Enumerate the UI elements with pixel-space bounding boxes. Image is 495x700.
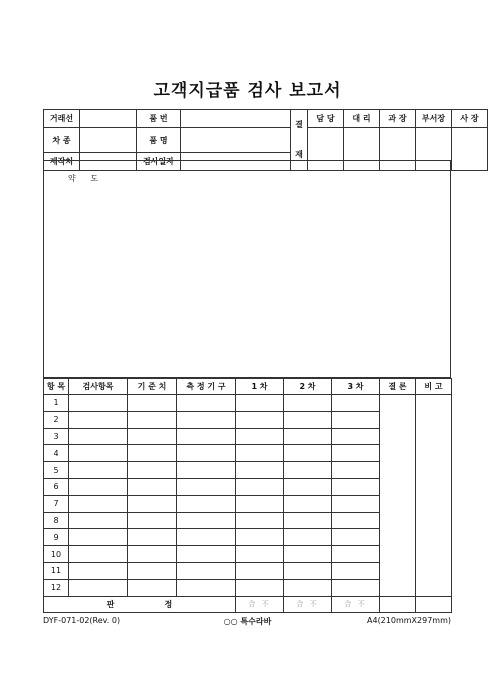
instrument-cell[interactable] xyxy=(177,546,236,563)
customer-label: 거래선 xyxy=(44,110,80,128)
second-cell[interactable] xyxy=(284,395,332,412)
row-number: 9 xyxy=(44,529,69,546)
sketch-area xyxy=(43,160,451,378)
col-first: 1 차 xyxy=(236,379,284,395)
first-cell[interactable] xyxy=(236,445,284,462)
inspect-item-cell[interactable] xyxy=(69,562,128,579)
standard-cell[interactable] xyxy=(128,512,177,529)
first-cell[interactable] xyxy=(236,478,284,495)
third-cell[interactable] xyxy=(332,462,380,479)
second-cell[interactable] xyxy=(284,411,332,428)
company-name: ○○ 특수라바 xyxy=(223,617,272,626)
row-number: 11 xyxy=(44,562,69,579)
inspect-item-cell[interactable] xyxy=(69,529,128,546)
second-cell[interactable] xyxy=(284,579,332,596)
standard-cell[interactable] xyxy=(128,411,177,428)
judgement-label: 판 정 xyxy=(44,596,236,612)
maker-label: 제작처 xyxy=(44,153,80,171)
sketch-label: 약 도 xyxy=(68,174,104,183)
instrument-cell[interactable] xyxy=(177,579,236,596)
instrument-cell[interactable] xyxy=(177,529,236,546)
role-staff: 담 당 xyxy=(308,110,344,128)
judgement-third[interactable]: 合 不 xyxy=(332,596,380,612)
judgement-remarks[interactable] xyxy=(416,596,452,612)
inspect-item-cell[interactable] xyxy=(69,445,128,462)
part-name-label: 품 명 xyxy=(137,128,181,153)
row-number: 2 xyxy=(44,411,69,428)
part-no-value[interactable] xyxy=(181,110,291,128)
second-cell[interactable] xyxy=(284,562,332,579)
second-cell[interactable] xyxy=(284,428,332,445)
second-cell[interactable] xyxy=(284,495,332,512)
instrument-cell[interactable] xyxy=(177,478,236,495)
inspect-item-cell[interactable] xyxy=(69,546,128,563)
inspect-item-cell[interactable] xyxy=(69,495,128,512)
instrument-cell[interactable] xyxy=(177,445,236,462)
role-assistant-manager: 대 리 xyxy=(344,110,380,128)
role-section-chief: 과 장 xyxy=(380,110,416,128)
doc-code: DYF-071-02(Rev. 0) xyxy=(43,616,121,625)
car-type-value[interactable] xyxy=(80,128,137,153)
col-conclusion: 결 론 xyxy=(380,379,416,395)
third-cell[interactable] xyxy=(332,428,380,445)
role-dept-head: 부서장 xyxy=(416,110,452,128)
first-cell[interactable] xyxy=(236,495,284,512)
standard-cell[interactable] xyxy=(128,579,177,596)
first-cell[interactable] xyxy=(236,562,284,579)
sign-president[interactable] xyxy=(452,128,488,171)
first-cell[interactable] xyxy=(236,512,284,529)
first-cell[interactable] xyxy=(236,395,284,412)
standard-cell[interactable] xyxy=(128,562,177,579)
instrument-cell[interactable] xyxy=(177,495,236,512)
second-cell[interactable] xyxy=(284,478,332,495)
third-cell[interactable] xyxy=(332,445,380,462)
standard-cell[interactable] xyxy=(128,428,177,445)
inspect-item-cell[interactable] xyxy=(69,579,128,596)
judgement-second[interactable]: 合 不 xyxy=(284,596,332,612)
standard-cell[interactable] xyxy=(128,529,177,546)
third-cell[interactable] xyxy=(332,562,380,579)
third-cell[interactable] xyxy=(332,478,380,495)
first-cell[interactable] xyxy=(236,462,284,479)
second-cell[interactable] xyxy=(284,529,332,546)
row-number: 10 xyxy=(44,546,69,563)
first-cell[interactable] xyxy=(236,579,284,596)
inspect-item-cell[interactable] xyxy=(69,395,128,412)
first-cell[interactable] xyxy=(236,529,284,546)
third-cell[interactable] xyxy=(332,495,380,512)
instrument-cell[interactable] xyxy=(177,411,236,428)
part-no-label: 품 번 xyxy=(137,110,181,128)
judgement-conclusion[interactable] xyxy=(380,596,416,612)
car-type-label: 차 종 xyxy=(44,128,80,153)
row-number: 6 xyxy=(44,478,69,495)
col-standard: 기 준 치 xyxy=(128,379,177,395)
inspection-table xyxy=(43,378,452,613)
instrument-cell[interactable] xyxy=(177,512,236,529)
first-cell[interactable] xyxy=(236,428,284,445)
inspect-item-cell[interactable] xyxy=(69,428,128,445)
third-cell[interactable] xyxy=(332,395,380,412)
third-cell[interactable] xyxy=(332,529,380,546)
customer-value[interactable] xyxy=(80,110,137,128)
row-number: 7 xyxy=(44,495,69,512)
table-row xyxy=(44,395,452,412)
col-second: 2 차 xyxy=(284,379,332,395)
inspect-item-cell[interactable] xyxy=(69,478,128,495)
row-number: 1 xyxy=(44,395,69,412)
inspect-item-cell[interactable] xyxy=(69,411,128,428)
second-cell[interactable] xyxy=(284,462,332,479)
sketch-box[interactable] xyxy=(44,161,451,378)
standard-cell[interactable] xyxy=(128,445,177,462)
remarks-cell[interactable] xyxy=(416,395,452,597)
row-number: 8 xyxy=(44,512,69,529)
first-cell[interactable] xyxy=(236,546,284,563)
third-cell[interactable] xyxy=(332,546,380,563)
conclusion-cell[interactable] xyxy=(380,395,416,597)
second-cell[interactable] xyxy=(284,546,332,563)
third-cell[interactable] xyxy=(332,512,380,529)
standard-cell[interactable] xyxy=(128,495,177,512)
second-cell[interactable] xyxy=(284,445,332,462)
row-number: 3 xyxy=(44,428,69,445)
col-instrument: 측 정 기 구 xyxy=(177,379,236,395)
first-cell[interactable] xyxy=(236,411,284,428)
approval-label: 결 재 xyxy=(291,110,308,171)
standard-cell[interactable] xyxy=(128,478,177,495)
third-cell[interactable] xyxy=(332,579,380,596)
row-number: 5 xyxy=(44,462,69,479)
third-cell[interactable] xyxy=(332,411,380,428)
page-title: 고객지급품 검사 보고서 xyxy=(153,81,342,101)
second-cell[interactable] xyxy=(284,512,332,529)
col-third: 3 차 xyxy=(332,379,380,395)
inspect-date-label: 검사일자 xyxy=(137,153,181,171)
standard-cell[interactable] xyxy=(128,395,177,412)
judgement-first[interactable]: 合 不 xyxy=(236,596,284,612)
col-item-no: 항 목 xyxy=(44,379,69,395)
instrument-cell[interactable] xyxy=(177,428,236,445)
col-remarks: 비 고 xyxy=(416,379,452,395)
standard-cell[interactable] xyxy=(128,462,177,479)
row-number: 12 xyxy=(44,579,69,596)
role-president: 사 장 xyxy=(452,110,488,128)
part-name-value[interactable] xyxy=(181,128,291,153)
instrument-cell[interactable] xyxy=(177,562,236,579)
standard-cell[interactable] xyxy=(128,546,177,563)
instrument-cell[interactable] xyxy=(177,395,236,412)
inspect-item-cell[interactable] xyxy=(69,512,128,529)
paper-size: A4(210mmX297mm) xyxy=(367,616,451,625)
row-number: 4 xyxy=(44,445,69,462)
col-inspect-item: 검사항목 xyxy=(69,379,128,395)
inspect-item-cell[interactable] xyxy=(69,462,128,479)
instrument-cell[interactable] xyxy=(177,462,236,479)
